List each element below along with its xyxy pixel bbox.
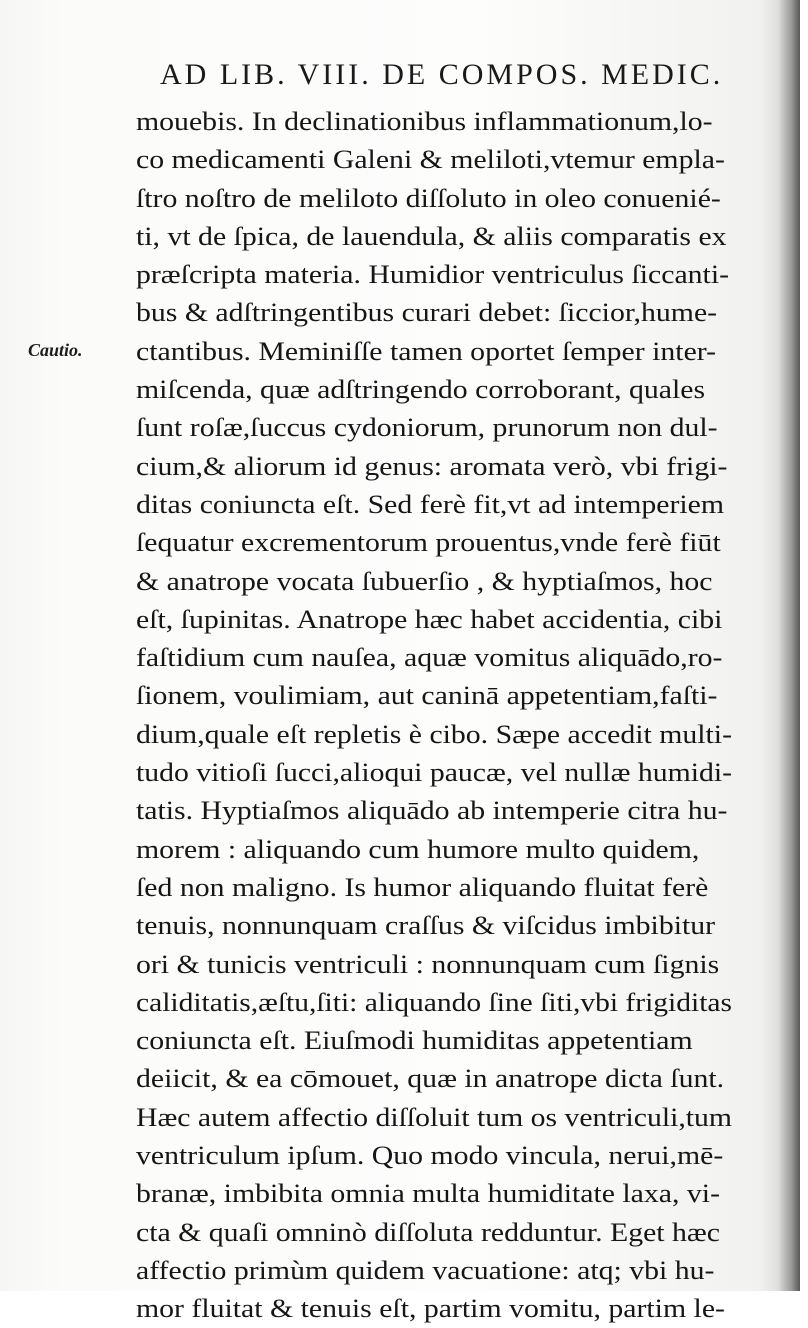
text-line: tenuis, nonnunquam craſſus & viſcidus imbibitur	[136, 910, 716, 941]
text-line: ſunt roſæ,ſuccus cydoniorum, prunorum non dul-	[136, 412, 718, 443]
text-line: Hæc autem affectio diſſoluit tum os ventriculi,tum	[136, 1101, 732, 1132]
text-line: tudo vitioſi ſucci,alioqui paucæ, vel nullæ humidi-	[136, 757, 732, 788]
text-line: præſcripta materia. Humidior ventriculus ſiccanti-	[136, 259, 730, 290]
text-line: dium,quale eſt repletis è cibo. Sæpe accedit multi-	[136, 718, 732, 749]
text-line: faſtidium cum nauſea, aquæ vomitus aliquādo,ro-	[136, 642, 723, 673]
text-line: cium,& aliorum id genus: aromata verò, vbi frigi-	[136, 450, 728, 481]
text-line: co medicamenti Galeni & meliloti,vtemur empla-	[136, 144, 725, 175]
text-line: affectio primùm quidem vacuatione: atq; vbi hu-	[136, 1254, 715, 1285]
text-line: mouebis. In declinationibus inflammationum,lo-	[136, 106, 713, 136]
text-line: ctantibus. Meminiſſe tamen oportet ſemper inter-	[136, 335, 717, 366]
text-line: caliditatis,æſtu,ſiti: aliquando ſine ſiti,vbi frigiditas	[136, 986, 732, 1017]
text-line: ſequatur excrementorum prouentus,vnde ferè fiūt	[136, 527, 721, 558]
text-line: coniuncta eſt. Eiuſmodi humiditas appetentiam	[136, 1025, 693, 1056]
text-line: ſtro noſtro de meliloto diſſoluto in oleo conuenié-	[136, 182, 721, 213]
text-line: ditas coniuncta eſt. Sed ferè fit,vt ad intemperiem	[136, 488, 725, 519]
text-line: ſed non maligno. Is humor aliquando fluitat ferè	[136, 871, 709, 902]
text-line: ti, vt de ſpica, de lauendula, & aliis comparatis ex	[136, 220, 727, 251]
text-line: tatis. Hyptiaſmos aliquādo ab intemperie citra hu-	[136, 795, 728, 826]
text-line: branæ, imbibita omnia multa humiditate laxa, vi-	[136, 1178, 720, 1209]
text-line: cta & quaſi omninò diſſoluta redduntur. Eget hæc	[136, 1216, 721, 1247]
text-line: ventriculum ipſum. Quo modo vincula, nerui,mē-	[136, 1140, 724, 1171]
text-line: deiicit, & ea cōmouet, quæ in anatrope dicta ſunt.	[136, 1063, 725, 1094]
body-text	[136, 102, 736, 1328]
text-line: ſionem, voulimiam, aut caninā appetentiam,faſti-	[136, 680, 718, 711]
text-line: bus & adſtringentibus curari debet: ſiccior,hume-	[136, 297, 718, 328]
text-line: miſcenda, quæ adſtringendo corroborant, quales	[136, 374, 706, 405]
text-line: & anatrope vocata ſubuerſio , & hyptiaſmos, hoc	[136, 565, 713, 596]
text-line: mor fluitat & tenuis eſt, partim vomitu, partim le-	[136, 1293, 725, 1324]
text-line: ori & tunicis ventriculi : nonnunquam cum ſignis	[136, 948, 720, 979]
running-header: AD LIB. VIII. DE COMPOS. MEDIC.	[160, 58, 724, 91]
text-line: eſt, ſupinitas. Anatrope hæc habet accidentia, cibi	[136, 603, 723, 634]
text-line: morem : aliquando cum humore multo quidem,	[136, 833, 700, 864]
marginal-note: Cautio.	[28, 340, 83, 360]
